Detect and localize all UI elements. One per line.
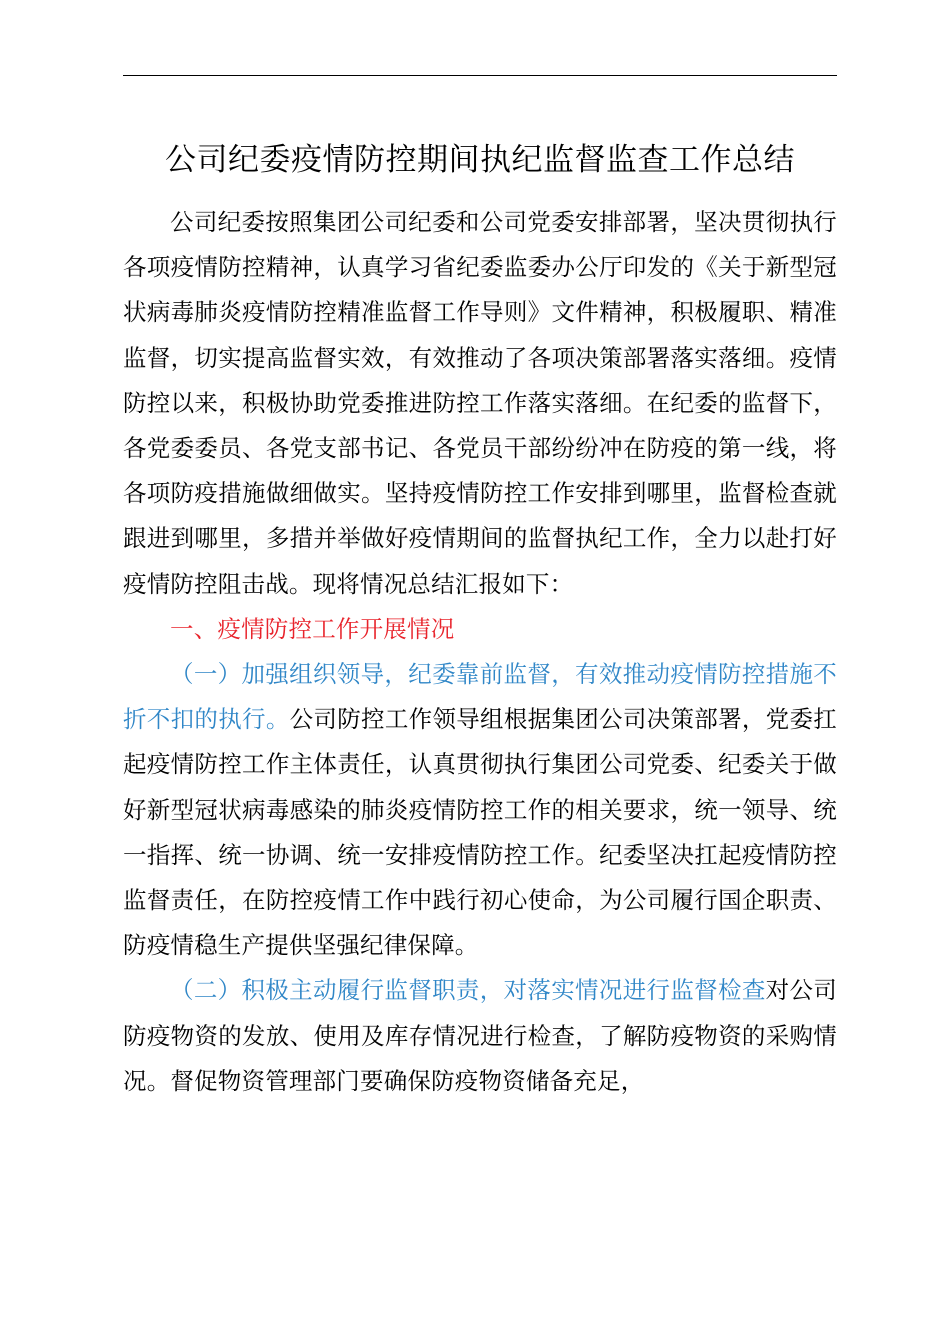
item-paragraph-1 bbox=[123, 652, 837, 968]
document-body bbox=[123, 128, 837, 1104]
header-rule bbox=[123, 75, 837, 76]
document-title: 公司纪委疫情防控期间执纪监督监查工作总结 bbox=[165, 142, 795, 178]
item-body-1: 公司防控工作领导组根据集团公司决策部署，党委扛起疫情防控工作主体责任，认真贯彻执行集团公司党委、纪委关于做好新型冠状病毒感染的肺炎疫情防控工作的相关要求，统一领导、统一指挥、统一协调、统一安排疫情防控工作。纪委坚决扛起疫情防控监督责任，在防控疫情工作中践行初心使命，为公司履行国企职责、防疫情稳生产提供坚强纪律保障。 bbox=[123, 705, 837, 960]
item-heading-1: （一）加强组织领导，纪委靠前监督，有效推动疫情防控措施不折不扣的执行。 bbox=[123, 660, 837, 734]
item-paragraph-2 bbox=[123, 968, 837, 1104]
intro-paragraph: 公司纪委按照集团公司纪委和公司党委安排部署，坚决贯彻执行各项疫情防控精神，认真学习省纪委监委办公厅印发的《关于新型冠状病毒肺炎疫情防控精准监督工作导则》文件精神，积极履职、精准监督，切实提高监督实效，有效推动了各项决策部署落实落细。疫情防控以来，积极协助党委推进防控工作落实落细。在纪委的监督下，各党委委员、各党支部书记、各党员干部纷纷冲在防疫的第一线，将各项防疫措施做细做实。坚持疫情防控工作安排到哪里，监督检查就跟进到哪里，多措并举做好疫情期间的监督执纪工作，全力以赴打好疫情防控阻击战。现将情况总结汇报如下： bbox=[123, 208, 837, 598]
item-heading-2: （二）积极主动履行监督职责，对落实情况进行监督检查 bbox=[170, 976, 766, 1005]
section-heading-1: 一、疫情防控工作开展情况 bbox=[170, 614, 455, 643]
item-body-2: 对公司防疫物资的发放、使用及库存情况进行检查，了解防疫物资的采购情况。督促物资管理部门要确保防疫物资储备充足， bbox=[123, 976, 837, 1095]
